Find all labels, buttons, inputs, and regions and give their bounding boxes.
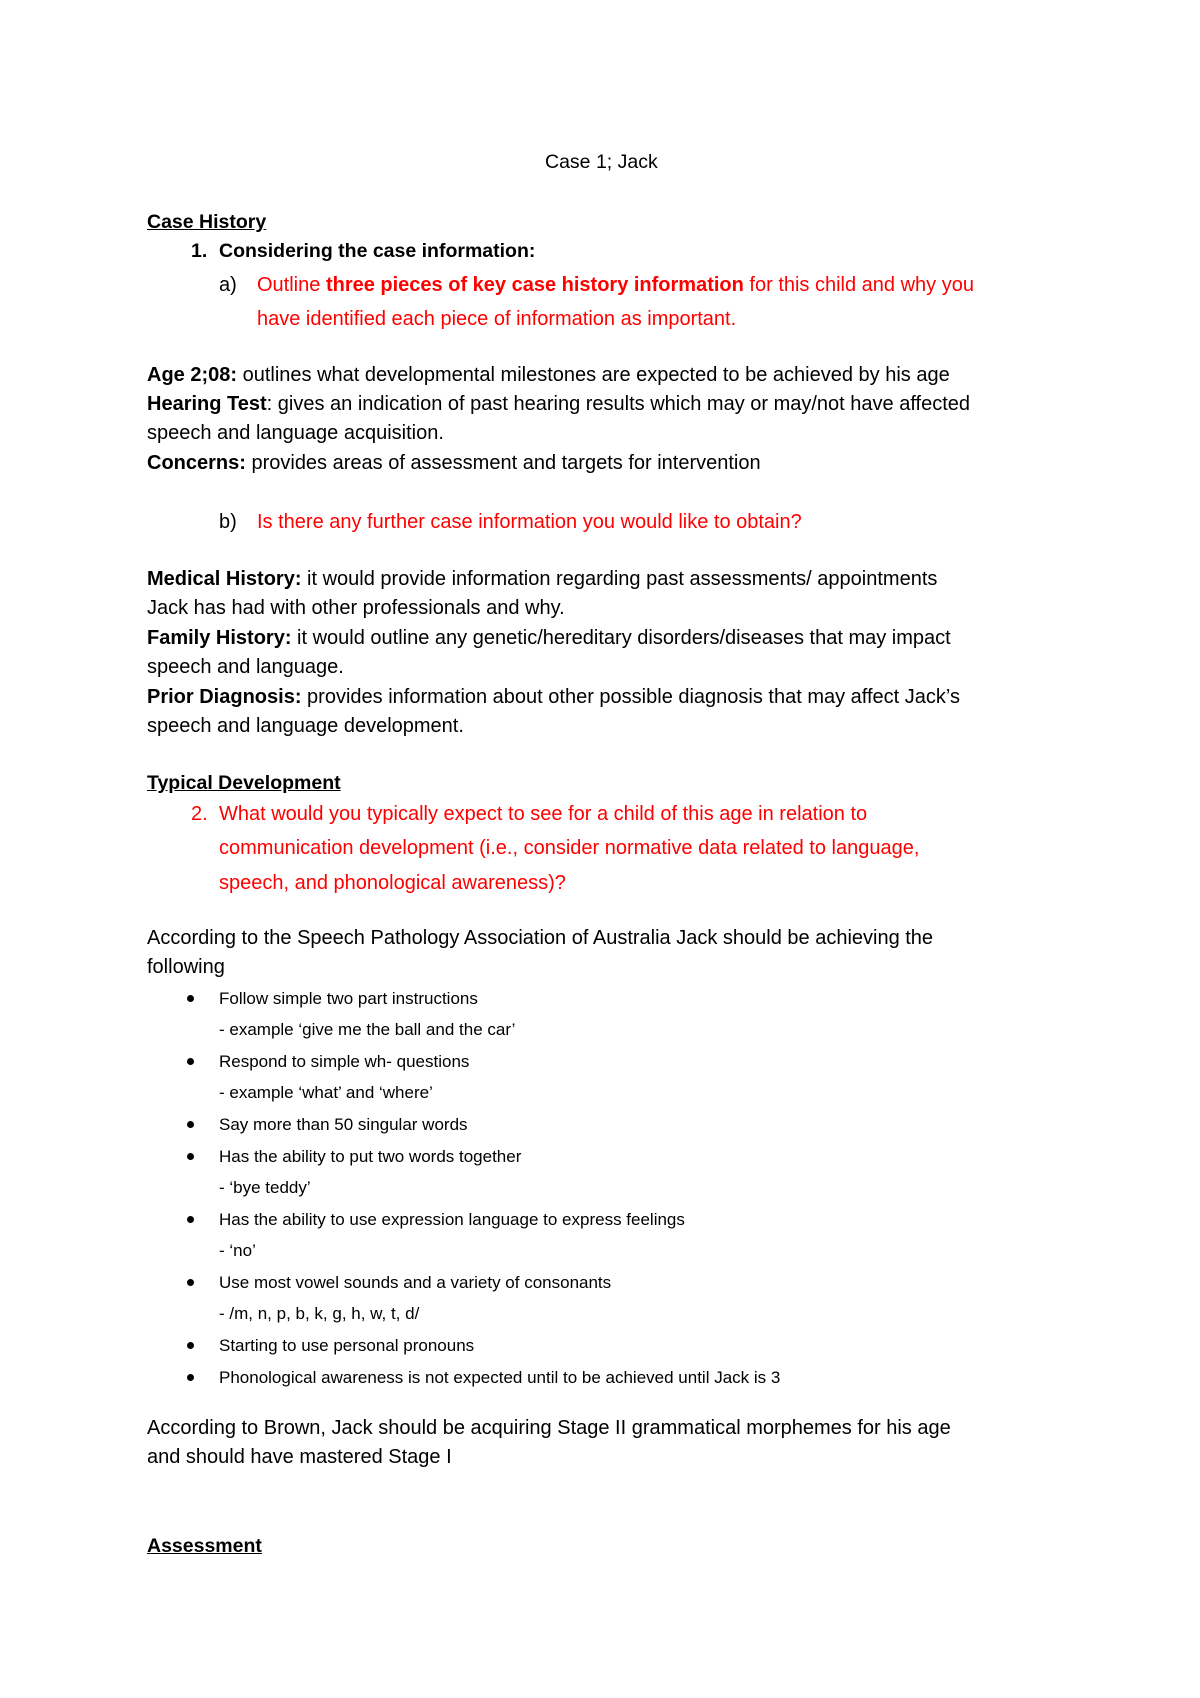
brown-line-1: According to Brown, Jack should be acquiring Stage II grammatical morphemes for his age xyxy=(147,1417,951,1439)
spa-intro-line-1: According to the Speech Pathology Association of Australia Jack should be achieving the xyxy=(147,927,934,949)
list-item: Has the ability to use expression language to express feelings xyxy=(219,1210,685,1229)
age-text: outlines what developmental milestones are expected to be achieved by his age xyxy=(237,364,950,386)
age-label: Age 2;08: xyxy=(147,364,238,386)
concerns-line xyxy=(147,449,761,478)
hearing-line-2: speech and language acquisition. xyxy=(147,422,444,444)
question-2-line-1: What would you typically expect to see for a child of this age in relation to xyxy=(219,803,868,825)
document-title: Case 1; Jack xyxy=(545,151,658,173)
bullet-icon xyxy=(187,1279,194,1286)
section-heading-case-history: Case History xyxy=(147,211,267,233)
question-1a-label: a) xyxy=(219,274,237,296)
medical-line xyxy=(147,565,937,594)
bullet-icon xyxy=(187,1153,194,1160)
question-1a-line-1-part2: for this child and why you xyxy=(743,274,974,296)
question-1a-line-1 xyxy=(257,271,974,300)
family-text: it would outline any genetic/hereditary disorders/diseases that may impact xyxy=(291,627,951,649)
question-2-line-3: speech, and phonological awareness)? xyxy=(219,872,566,894)
prior-text: provides information about other possible diagnosis that may affect Jack’s xyxy=(301,686,960,708)
prior-line xyxy=(147,683,960,712)
list-item-sub: - example ‘what’ and ‘where’ xyxy=(219,1083,433,1102)
medical-label: Medical History: xyxy=(147,568,302,590)
question-1-text: Considering the case information: xyxy=(219,240,536,262)
concerns-text: provides areas of assessment and targets for intervention xyxy=(245,452,761,474)
family-label: Family History: xyxy=(147,627,292,649)
section-heading-assessment: Assessment xyxy=(147,1535,262,1557)
section-heading-typical-development: Typical Development xyxy=(147,772,341,794)
bullet-icon xyxy=(187,1342,194,1349)
family-line-2: speech and language. xyxy=(147,656,344,678)
list-item-sub: - example ‘give me the ball and the car’ xyxy=(219,1020,516,1039)
prior-label: Prior Diagnosis: xyxy=(147,686,302,708)
question-1a-line-2: have identified each piece of information as important. xyxy=(257,308,737,330)
list-item: Respond to simple wh- questions xyxy=(219,1052,470,1071)
brown-line-2: and should have mastered Stage I xyxy=(147,1446,452,1468)
list-item: Starting to use personal pronouns xyxy=(219,1336,475,1355)
hearing-label: Hearing Test xyxy=(147,393,267,415)
bullet-icon xyxy=(187,1121,194,1128)
list-item: Say more than 50 singular words xyxy=(219,1115,468,1134)
bullet-icon xyxy=(187,1374,194,1381)
question-1b-label: b) xyxy=(219,511,237,533)
concerns-label: Concerns: xyxy=(147,452,246,474)
medical-text: it would provide information regarding past assessments/ appointments xyxy=(301,568,938,590)
prior-line-2: speech and language development. xyxy=(147,715,464,737)
question-1a-line-1-part1: Outline xyxy=(257,274,326,296)
question-1-number: 1. xyxy=(191,240,208,262)
bullet-icon xyxy=(187,1216,194,1223)
list-item-sub: - ‘no’ xyxy=(219,1241,256,1260)
hearing-text: : gives an indication of past hearing results which may or may/not have affected xyxy=(266,393,971,415)
question-1a-line-1-bold: three pieces of key case history information xyxy=(325,274,744,296)
family-line xyxy=(147,624,951,653)
hearing-line xyxy=(147,390,970,419)
list-item-sub: - /m, n, p, b, k, g, h, w, t, d/ xyxy=(219,1304,420,1323)
medical-line-2: Jack has had with other professionals and why. xyxy=(147,597,565,619)
list-item: Follow simple two part instructions xyxy=(219,989,478,1008)
question-1b-text: Is there any further case information you would like to obtain? xyxy=(257,511,802,533)
question-2-number: 2. xyxy=(191,803,208,825)
list-item: Has the ability to put two words together xyxy=(219,1147,522,1166)
age-line xyxy=(147,361,950,390)
bullet-icon xyxy=(187,995,194,1002)
list-item: Phonological awareness is not expected until to be achieved until Jack is 3 xyxy=(219,1368,781,1387)
spa-intro-line-2: following xyxy=(147,956,225,978)
bullet-icon xyxy=(187,1058,194,1065)
list-item-sub: - ‘bye teddy’ xyxy=(219,1178,311,1197)
list-item: Use most vowel sounds and a variety of consonants xyxy=(219,1273,612,1292)
question-2-line-2: communication development (i.e., consider normative data related to language, xyxy=(219,837,920,859)
